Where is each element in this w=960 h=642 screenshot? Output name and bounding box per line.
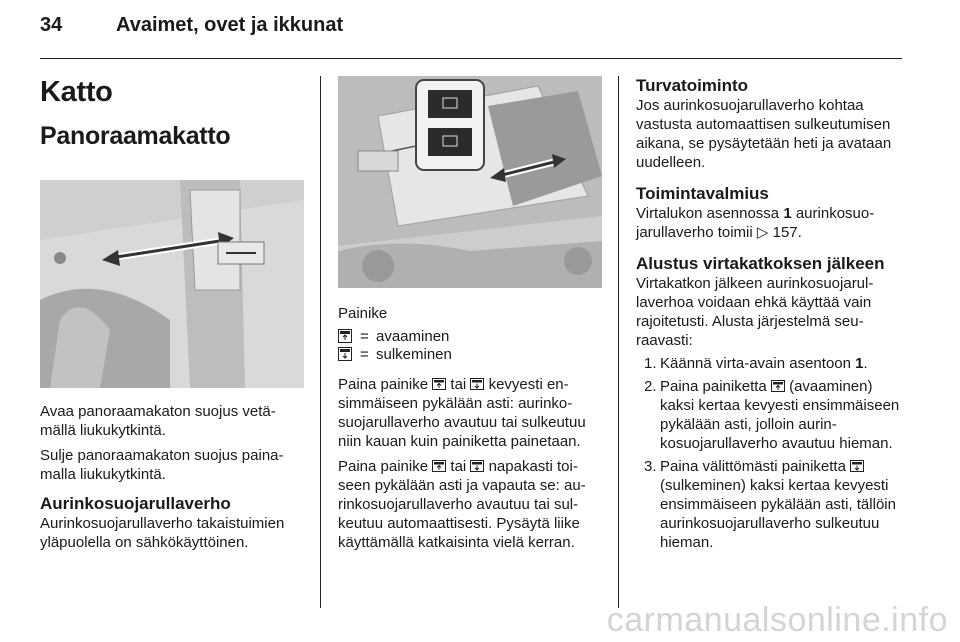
column-2: [338, 76, 602, 552]
paragraph-open: Avaa panoraamakaton suojus vetämällä liukukytkintä.: [40, 403, 276, 439]
text-run: (avaaminen) kaksi kertaa kevyesti ensimmäiseen pykälään asti, jolloin aurinkosuojarullaverho avautuu hieman.: [660, 378, 900, 452]
paragraph-light-press: [338, 375, 602, 451]
legend-eq: =: [360, 327, 369, 345]
close-icon: [470, 378, 484, 390]
list-item: [636, 457, 902, 552]
list-item: [636, 354, 902, 373]
paragraph-reset: Virtakatkon jälkeen aurinkosuojarullaverhoa voidaan ehkä käyttää vain rajoitetusti. Alusta järjestelmä seuraavasti:: [636, 275, 874, 349]
legend-text: sulkeminen: [376, 345, 452, 363]
legend-eq: =: [360, 345, 369, 363]
text-run: Paina painiketta: [660, 378, 771, 395]
step-number: 3.: [644, 458, 657, 475]
close-icon: [338, 347, 352, 361]
heading-safety: Turvatoiminto: [636, 76, 749, 95]
text-run: napakasti toiseen pykälään asti ja vapauta se: aurinkosuojarullaverho avautuu tai sulkeutuu automaattisesti. Pysäytä liike käyttämällä katkaisinta vielä kerran.: [338, 458, 586, 551]
close-icon: [470, 460, 484, 472]
section-title: Katto: [40, 76, 113, 108]
text-run: .: [797, 224, 802, 241]
text-run: kevyesti ensimmäiseen pykälään asti: aurinkosuojarullaverho avautuu tai sulkeutuu niin kauan kuin painiketta painetaan.: [338, 376, 586, 450]
close-icon: [850, 460, 864, 472]
interior-arrow-illustration-icon: [40, 180, 304, 388]
legend-row-open: [338, 327, 602, 345]
legend-row-close: [338, 345, 602, 363]
open-icon: [432, 460, 446, 472]
text-run: tai: [446, 376, 471, 393]
text-run: .: [863, 355, 868, 372]
reset-steps: [636, 354, 902, 552]
text-run: Paina painike: [338, 376, 433, 393]
open-icon: [432, 378, 446, 390]
paragraph-sunshade: Aurinkosuojarullaverho takaistuimien yläpuolella on sähkökäyttöinen.: [40, 515, 285, 551]
watermark: carmanualsonline.info: [606, 601, 948, 639]
page-number: 34: [40, 14, 63, 36]
column-1: [40, 76, 304, 552]
text-run: Käännä virta-avain asentoon: [660, 355, 856, 372]
heading-reset: Alustus virtakatkoksen jälkeen: [636, 254, 885, 273]
paragraph-firm-press: [338, 457, 602, 552]
list-item: [636, 377, 902, 453]
page-reference-link[interactable]: 157: [772, 224, 798, 241]
button-label: Painike: [338, 305, 388, 322]
page-header: [40, 14, 343, 37]
column-3: [636, 76, 902, 552]
text-run: tai: [446, 458, 471, 475]
subsection-title: Panoraamakatto: [40, 122, 231, 150]
open-icon: [771, 380, 785, 392]
section-heading-sunshade: Aurinkosuojarullaverho: [40, 494, 231, 513]
text-run: Paina välittömästi painiketta: [660, 458, 851, 475]
paragraph-close: Sulje panoraamakaton suojus painamalla liukukytkintä.: [40, 447, 284, 483]
paragraph-safety: Jos aurinkosuojarullaverho kohtaa vastusta automaattisen sulkeutumisen aikana, se pysäytetään heti ja avataan uudelleen.: [636, 97, 892, 171]
header-rule: [40, 58, 902, 59]
open-icon: [338, 329, 352, 343]
column-divider-1: [320, 76, 321, 608]
paragraph-ready: [636, 204, 902, 242]
button-legend: [338, 327, 602, 363]
chapter-title: Avaimet, ovet ja ikkunat: [116, 14, 344, 36]
page-ref-arrow-icon: ▷: [756, 224, 769, 241]
heading-ready: Toimintavalmius: [636, 184, 769, 203]
column-divider-2: [618, 76, 619, 608]
text-run: Virtalukon asennossa: [636, 205, 784, 222]
step-number: 1.: [644, 355, 657, 372]
text-run: (sulkeminen) kaksi kertaa kevyesti ensimmäiseen pykälään asti, tällöin aurinkosuojarullaverho sulkeutuu hieman.: [660, 477, 896, 551]
legend-text: avaaminen: [376, 327, 450, 345]
text-run: aurinkosuojarullaverho toimii: [636, 205, 875, 241]
ignition-position: 1: [855, 355, 864, 372]
step-number: 2.: [644, 378, 657, 395]
ignition-position: 1: [783, 205, 792, 222]
roof-switch-illustration-icon: [338, 76, 602, 288]
text-run: Paina painike: [338, 458, 433, 475]
